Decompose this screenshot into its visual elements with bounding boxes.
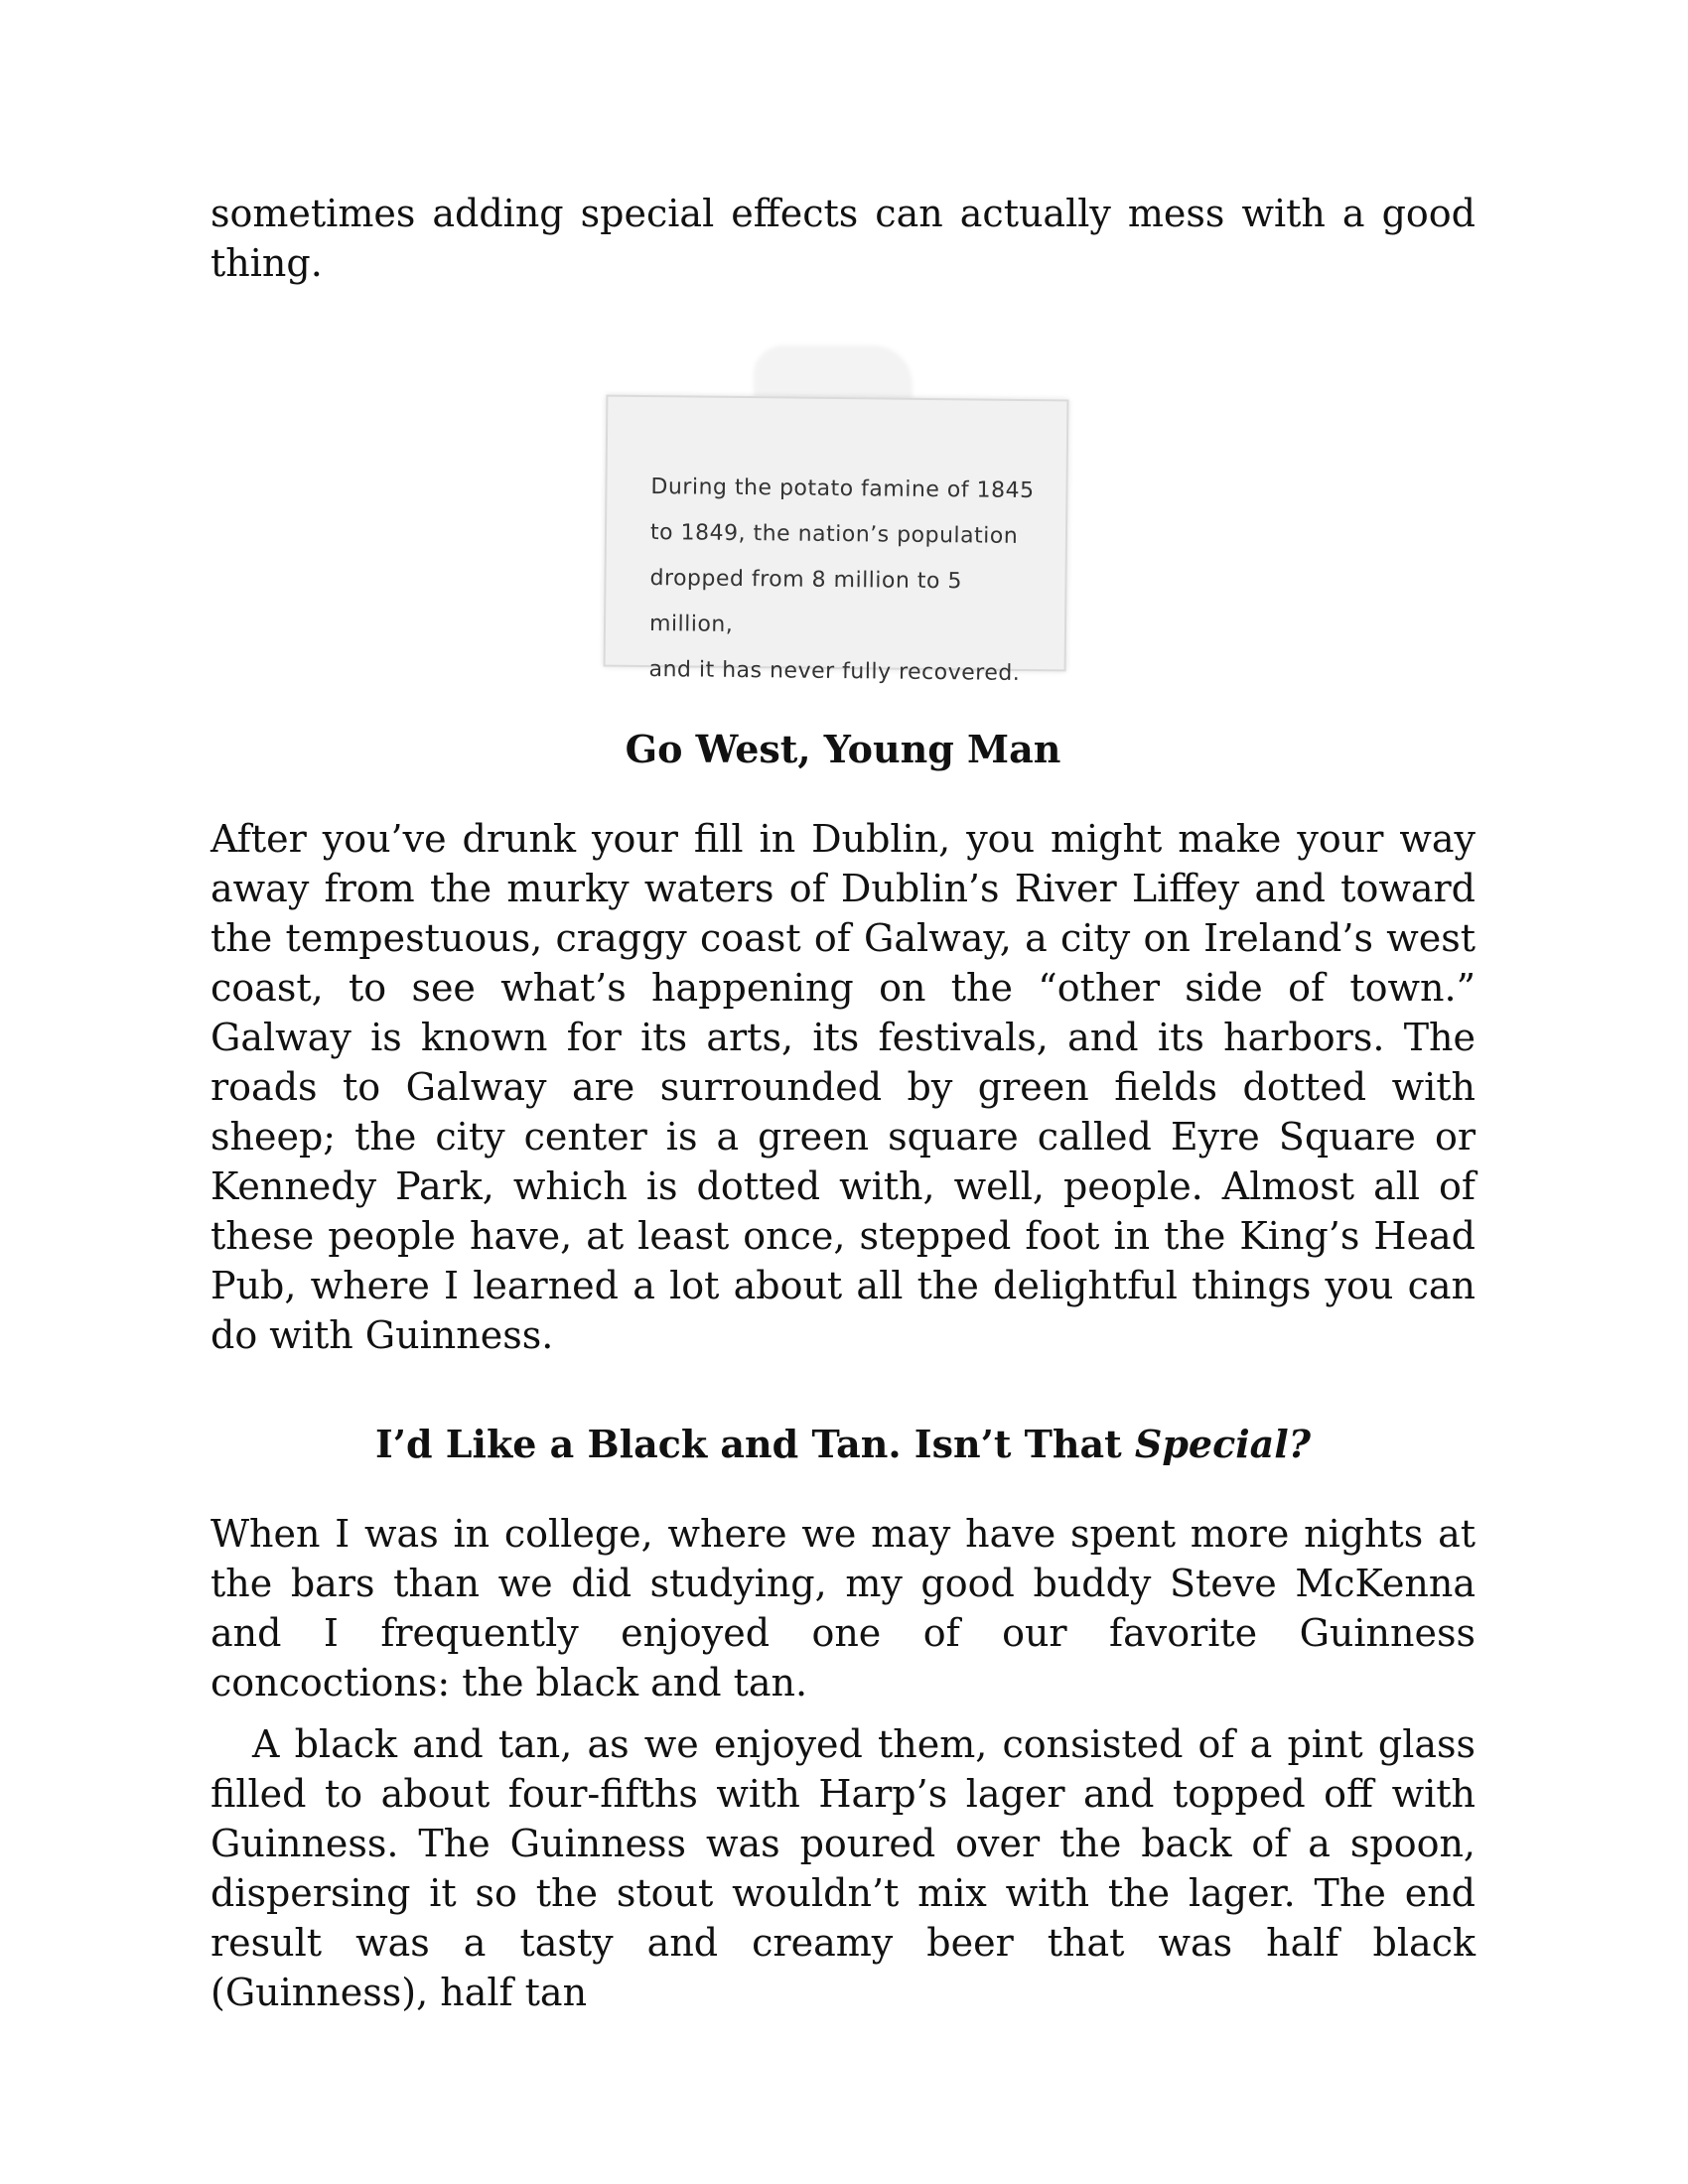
intro-paragraph: sometimes adding special effects can actually mess with a good thing. [211, 192, 1476, 285]
heading-black-and-tan [211, 1420, 1476, 1469]
note-paper [604, 395, 1069, 686]
heading-go-west: Go West, Young Man [625, 727, 1061, 771]
galway-paragraph: After you’ve drunk your fill in Dublin, you might make your way away from the murky waters of Dublin’s River Liffey and toward the tempestuous, craggy coast of Galway, a city on Ireland’s west coast, to see what’s happening on the “other side of town.” Galway is known for its arts, its festivals, and its harbors. The roads to Galway are surrounded by green fields dotted with sheep; the city center is a green square called Eyre Square or Kennedy Park, which is dotted with, well, people. Almost all of these people have, at least once, stepped foot in the King’s Head Pub, where I learned a lot about all the delightful things you can do with Guinness. [211, 817, 1476, 1357]
page-content [211, 189, 1476, 2017]
black-and-tan-paragraph: A black and tan, as we enjoyed them, consisted of a pint glass filled to about four-fifths with Harp’s lager and topped off with Guinness. The Guinness was poured over the back of a spoon, dispersing it so the stout wouldn’t mix with the lager. The end result was a tasty and creamy beer that was half black (Guinness), half tan [211, 1722, 1476, 2014]
heading-black-and-tan-italic: Special? [1134, 1422, 1312, 1466]
note-text: During the potato famine of 1845 to 1849, the nation’s population dropped from 8 million to 5 million, and it has never fully recovered. [648, 475, 1035, 686]
heading-black-and-tan-text: I’d Like a Black and Tan. Isn’t That [374, 1422, 1135, 1466]
sidebar-note [605, 328, 1081, 685]
college-paragraph: When I was in college, where we may have spent more nights at the bars than we did studying, my good buddy Steve McKenna and I frequently enjoyed one of our favorite Guinness concoctions: the black and tan. [211, 1512, 1476, 1705]
